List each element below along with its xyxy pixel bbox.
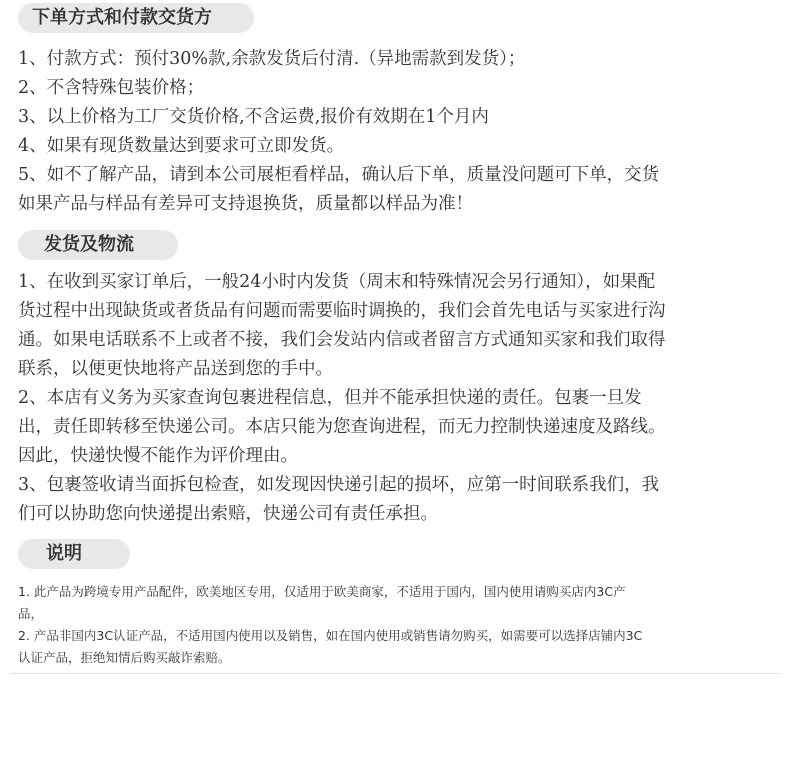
text-line: 通。如果电话联系不上或者不接，我们会发站内信或者留言方式通知买家和我们取得 [18,330,666,350]
ordering-payment-text [18,45,778,219]
text-line: 2、本店有义务为买家查询包裹进程信息，但并不能承担快递的责任。包裹一旦发 [18,388,642,408]
text-line: 品， [18,606,44,621]
text-line: 货过程中出现缺货或者货品有问题而需要临时调换的，我们会首先电话与买家进行沟 [18,301,666,321]
text-line: 2. 产品非国内3C认证产品，不适用国内使用以及销售，如在国内使用或销售请勿购买，如需要可以选择店铺内3C [18,628,643,643]
text-line: 如果产品与样品有差异可支持退换货，质量都以样品为准！ [18,194,473,214]
text-line: 5、如不了解产品，请到本公司展柜看样品，确认后下单，质量没问题可下单，交货 [18,165,660,185]
text-line: 1. 此产品为跨境专用产品配件，欧美地区专用，仅适用于欧美商家，不适用于国内，国内使用请购买店内3C产 [18,584,626,599]
text-line: 出，责任即转移至快递公司。本店只能为您查询进程，而无力控制快递速度及路线。 [18,417,666,437]
text-line: 们可以协助您向快递提出索赔，快递公司有责任承担。 [18,504,438,524]
section-header-notes: 说明 [18,539,130,569]
text-line: 联系，以便更快地将产品送到您的手中。 [18,359,333,379]
section-header-ordering-payment: 下单方式和付款交货方 [18,3,254,33]
text-line: 3、以上价格为工厂交货价格,不含运费,报价有效期在1个月内 [18,107,489,127]
text-line: 1、付款方式：预付30%款,余款发货后付清.（异地需款到发货）； [18,49,526,69]
shipping-logistics-text [18,268,778,529]
text-line: 2、不含特殊包装价格； [18,78,205,98]
text-line: 3、包裹签收请当面拆包检查，如发现因快递引起的损坏，应第一时间联系我们，我 [18,475,660,495]
text-line: 4、如果有现货数量达到要求可立即发货。 [18,136,345,156]
bottom-divider [10,673,780,674]
text-line: 1、在收到买家订单后，一般24小时内发货（周末和特殊情况会另行通知），如果配 [18,272,656,292]
section-header-shipping-logistics: 发货及物流 [18,230,178,260]
text-line: 因此，快递快慢不能作为评价理由。 [18,446,298,466]
text-line: 认证产品，拒绝知情后购买敲诈索赔。 [18,650,231,665]
notes-text [18,581,778,669]
